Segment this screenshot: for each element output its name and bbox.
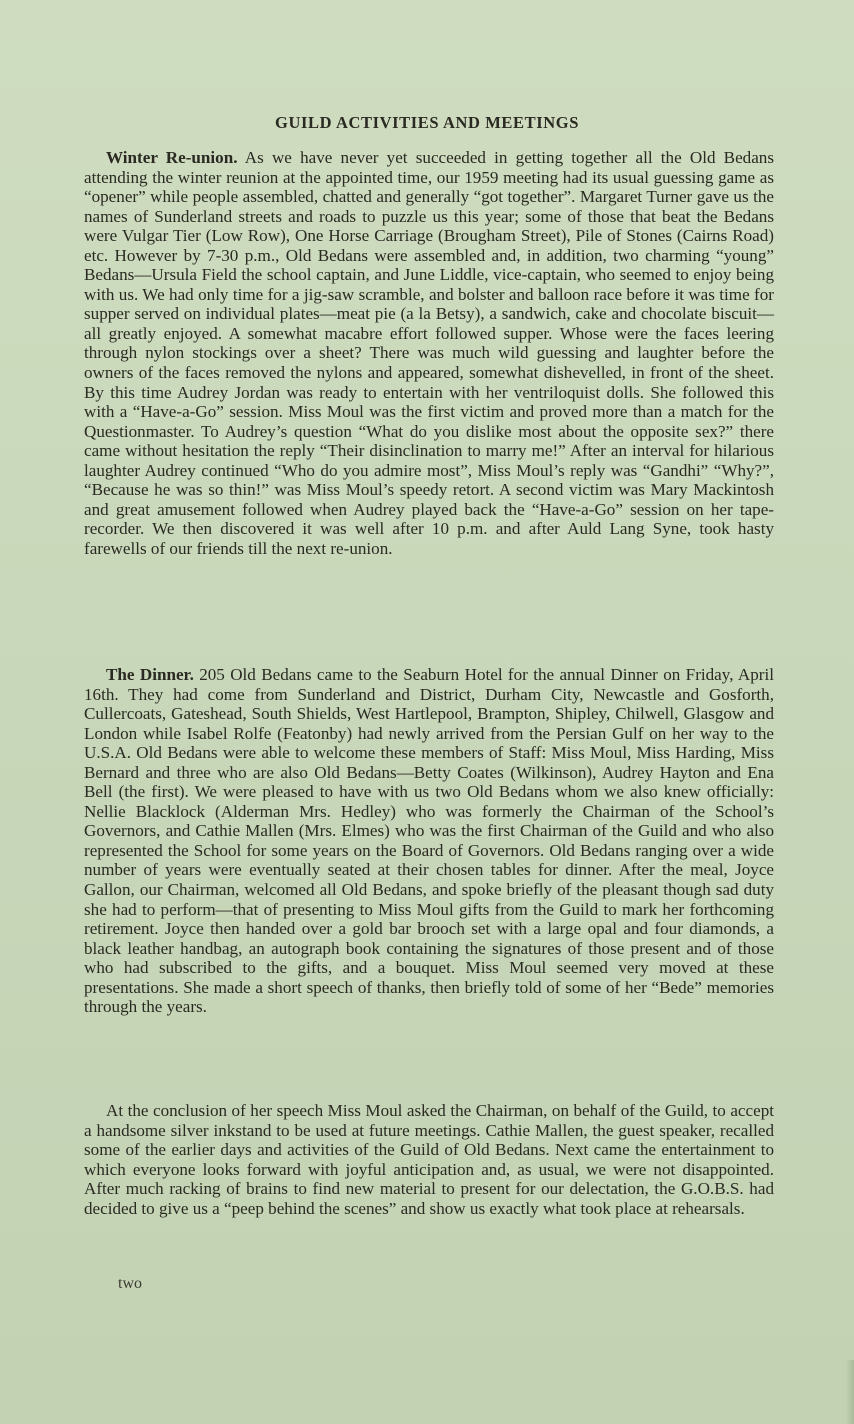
- page-edge-shadow: [846, 1360, 854, 1424]
- paragraph-text: 205 Old Bedans came to the Seaburn Hotel for the annual Dinner on Friday, April 16th. They had come from Sunderland and District, Durham City, Newcastle and Gosforth, Cullercoats, Gateshead, South Shields, West Hartlepool, Brampton, Shipley, Chilwell, Glasgow and London while Isabel Rolfe (Featonby) had newly arrived from the Persian Gulf on her way to the U.S.A. Old Bedans were able to welcome these members of Staff: Miss Moul, Miss Harding, Miss Bernard and three who are also Old Bedans—Betty Coates (Wilkinson), Audrey Hayton and Ena Bell (the first). We were pleased to have with us two Old Bedans whom we also knew officially: Nellie Blacklock (Alderman Mrs. Hedley) who was formerly the Chairman of the School’s Governors, and Cathie Mallen (Mrs. Elmes) who was the first Chairman of the Guild and who also represented the School for some years on the Board of Governors. Old Bedans ranging over a wide number of years were eventually seated at their chosen tables for dinner. After the meal, Joyce Gallon, our Chairman, welcomed all Old Bedans, and spoke briefly of the pleasant though sad duty she had to perform—that of presenting to Miss Moul gifts from the Guild to mark her forthcoming retirement. Joyce then handed over a gold bar brooch set with a large opal and four diamonds, a black leather handbag, an autograph book containing the signatures of those present and of those who had subscribed to the gifts, and a bouquet. Miss Moul seemed very moved at these presentations. She made a short speech of thanks, then briefly told of some of her “Bede” memories through the years.: [84, 665, 774, 1017]
- paragraph-lead: Winter Re-union.: [106, 148, 238, 167]
- page-number: two: [118, 1275, 142, 1292]
- paragraph-lead: The Dinner.: [106, 665, 194, 684]
- page-title: GUILD ACTIVITIES AND MEETINGS: [275, 113, 579, 132]
- paragraph-the-dinner: [84, 665, 774, 1017]
- paragraph-conclusion: [84, 1101, 774, 1218]
- paragraph-text: As we have never yet succeeded in getting together all the Old Bedans attending the winter reunion at the appointed time, our 1959 meeting had its usual guessing game as “opener” while people assembled, chatted and generally “got together”. Margaret Turner gave us the names of Sunderland streets and roads to puzzle us this year; some of those that beat the Bedans were Vulgar Tier (Low Row), One Horse Carriage (Brougham Street), Pile of Stones (Cairns Road) etc. However by 7-30 p.m., Old Bedans were assembled and, in addition, two charming “young” Bedans—Ursula Field the school captain, and June Liddle, vice-captain, who seemed to enjoy being with us. We had only time for a jig-saw scramble, and bolster and balloon race before it was time for supper served on individual plates—meat pie (a la Betsy), a sandwich, cake and chocolate biscuit—all greatly enjoyed. A somewhat macabre effort followed supper. Whose were the faces leering through nylon stockings over a sheet? There was much wild guessing and laughter before the owners of the faces removed the nylons and appeared, somewhat dishevelled, in front of the sheet. By this time Audrey Jordan was ready to entertain with her ventriloquist dolls. She followed this with a “Have-a-Go” session. Miss Moul was the first victim and proved more than a match for the Questionmaster. To Audrey’s question “What do you dislike most about the opposite sex?” there came without hesitation the reply “Their disinclination to marry me!” After an interval for hilarious laughter Audrey continued “Who do you admire most”, Miss Moul’s reply was “Gandhi” “Why?”, “Because he was so thin!” was Miss Moul’s speedy retort. A second victim was Mary Mackintosh and great amusement followed when Audrey played back the “Have-a-Go” session on her tape-recorder. We then discovered it was well after 10 p.m. and after Auld Lang Syne, took hasty farewells of our friends till the next re-union.: [84, 148, 774, 558]
- paragraph-text: At the conclusion of her speech Miss Moul asked the Chairman, on behalf of the Guild, to accept a handsome silver inkstand to be used at future meetings. Cathie Mallen, the guest speaker, recalled some of the earlier days and activities of the Guild of Old Bedans. Next came the entertainment to which everyone looks forward with joyful anticipation and, as usual, we were not disappointed. After much racking of brains to find new material to present for our delectation, the G.O.B.S. had decided to give us a “peep behind the scenes” and show us exactly what took place at rehearsals.: [84, 1101, 774, 1218]
- paragraph-winter-reunion: [84, 148, 774, 558]
